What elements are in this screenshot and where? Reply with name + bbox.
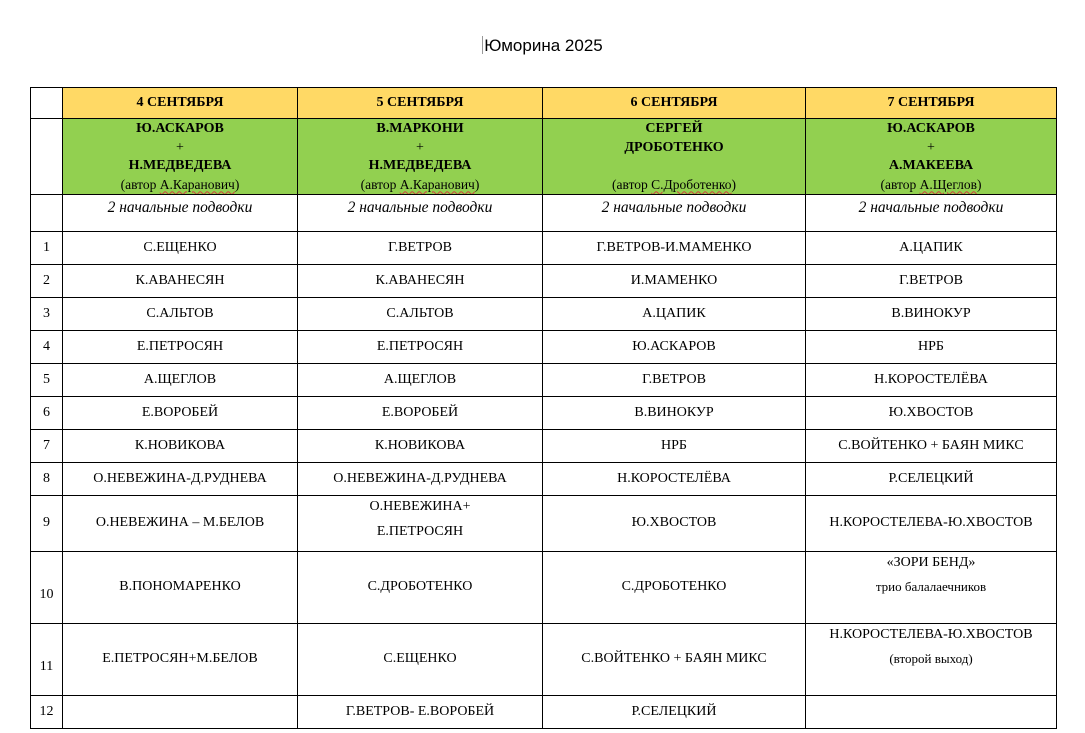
performer-cell: Ю.ХВОСТОВ	[543, 495, 806, 551]
performer-cell: С.ВОЙТЕНКО + БАЯН МИКС	[543, 623, 806, 695]
performer-cell: О.НЕВЕЖИНА-Д.РУДНЕВА	[298, 462, 543, 495]
host-cell	[63, 119, 298, 195]
row-number: 4	[31, 330, 63, 363]
table-row	[31, 264, 1057, 297]
host-author: (автор С.Дроботенко)	[612, 176, 736, 192]
performer-cell: С.ЕЩЕНКО	[298, 623, 543, 695]
row-number: 7	[31, 429, 63, 462]
table-row	[31, 297, 1057, 330]
table-row	[31, 551, 1057, 623]
table-row	[31, 462, 1057, 495]
performer-cell: Г.ВЕТРОВ	[298, 231, 543, 264]
host-name: А.МАКЕЕВА	[888, 158, 974, 173]
performer-cell: Е.ВОРОБЕЙ	[63, 396, 298, 429]
document-title-text: Юморина 2025	[484, 36, 603, 55]
performer-cell: С.ЕЩЕНКО	[63, 231, 298, 264]
host-plus: +	[176, 139, 184, 155]
performer-cell: Е.ВОРОБЕЙ	[298, 396, 543, 429]
host-name: Н.МЕДВЕДЕВА	[368, 158, 472, 173]
day-header: 5 СЕНТЯБРЯ	[298, 88, 543, 119]
performer-cell: О.НЕВЕЖИНА-Д.РУДНЕВА	[63, 462, 298, 495]
hosts-row	[31, 119, 1057, 195]
intro-cell: 2 начальные подводки	[63, 194, 298, 231]
table-row	[31, 396, 1057, 429]
table-row	[31, 429, 1057, 462]
performer-cell	[298, 495, 543, 551]
performer-cell: С.АЛЬТОВ	[298, 297, 543, 330]
performer-cell	[806, 551, 1057, 623]
date-header-row	[31, 88, 1057, 119]
performer-cell: С.ДРОБОТЕНКО	[298, 551, 543, 623]
performer-cell	[806, 695, 1057, 728]
day-header: 7 СЕНТЯБРЯ	[806, 88, 1057, 119]
performer-cell: Р.СЕЛЕЦКИЙ	[806, 462, 1057, 495]
row-number: 2	[31, 264, 63, 297]
performer-cell: НРБ	[543, 429, 806, 462]
performer-cell	[63, 695, 298, 728]
performer-cell: С.ВОЙТЕНКО + БАЯН МИКС	[806, 429, 1057, 462]
day-header: 6 СЕНТЯБРЯ	[543, 88, 806, 119]
row-number: 8	[31, 462, 63, 495]
intro-cell: 2 начальные подводки	[543, 194, 806, 231]
table-row	[31, 330, 1057, 363]
performer-cell: К.НОВИКОВА	[298, 429, 543, 462]
performer-cell: К.НОВИКОВА	[63, 429, 298, 462]
day-header: 4 СЕНТЯБРЯ	[63, 88, 298, 119]
host-name	[543, 157, 805, 176]
host-cell	[543, 119, 806, 195]
performer-note: трио балалаечников	[875, 578, 987, 594]
performer-cell: Н.КОРОСТЕЛЁВА	[543, 462, 806, 495]
performer-cell: С.АЛЬТОВ	[63, 297, 298, 330]
schedule-table	[30, 87, 1057, 729]
performer-cell: Е.ПЕТРОСЯН	[298, 330, 543, 363]
table-row	[31, 231, 1057, 264]
intro-row-number	[31, 194, 63, 231]
hosts-row-number	[31, 119, 63, 195]
row-number: 9	[31, 495, 63, 551]
performer-cell: Г.ВЕТРОВ- Е.ВОРОБЕЙ	[298, 695, 543, 728]
intro-cell: 2 начальные подводки	[298, 194, 543, 231]
host-name: Н.МЕДВЕДЕВА	[128, 158, 232, 173]
performer-cell: О.НЕВЕЖИНА – М.БЕЛОВ	[63, 495, 298, 551]
corner-cell	[31, 88, 63, 119]
row-number: 6	[31, 396, 63, 429]
performer-cell: В.ПОНОМАРЕНКО	[63, 551, 298, 623]
performer-cell: К.АВАНЕСЯН	[298, 264, 543, 297]
performer-cell: А.ЩЕГЛОВ	[298, 363, 543, 396]
host-name: В.МАРКОНИ	[376, 121, 464, 136]
performer-cell: Н.КОРОСТЕЛЁВА	[806, 363, 1057, 396]
performer-cell: Г.ВЕТРОВ	[806, 264, 1057, 297]
host-cell	[806, 119, 1057, 195]
host-plus: +	[416, 139, 424, 155]
host-author: (автор А.Каранович)	[360, 176, 480, 192]
performer-cell: Н.КОРОСТЕЛЕВА-Ю.ХВОСТОВ	[806, 495, 1057, 551]
performer-name-continued: Е.ПЕТРОСЯН	[376, 523, 464, 539]
performer-name: О.НЕВЕЖИНА+	[369, 498, 471, 514]
row-number: 1	[31, 231, 63, 264]
performer-cell: В.ВИНОКУР	[806, 297, 1057, 330]
host-name: Ю.АСКАРОВ	[887, 121, 975, 136]
host-name: СЕРГЕЙ	[645, 121, 703, 136]
host-name: ДРОБОТЕНКО	[624, 139, 724, 155]
performer-cell: Ю.ХВОСТОВ	[806, 396, 1057, 429]
performer-note: (второй выход)	[889, 650, 973, 666]
table-row	[31, 495, 1057, 551]
performer-cell: А.ЦАПИК	[543, 297, 806, 330]
table-row	[31, 363, 1057, 396]
host-name: Ю.АСКАРОВ	[136, 121, 224, 136]
performer-cell: С.ДРОБОТЕНКО	[543, 551, 806, 623]
table-row	[31, 623, 1057, 695]
performer-cell: А.ЦАПИК	[806, 231, 1057, 264]
row-number: 5	[31, 363, 63, 396]
performer-cell	[806, 623, 1057, 695]
performer-cell: Е.ПЕТРОСЯН	[63, 330, 298, 363]
host-plus: +	[927, 139, 935, 155]
host-cell	[298, 119, 543, 195]
table-row	[31, 695, 1057, 728]
performer-cell: И.МАМЕНКО	[543, 264, 806, 297]
intro-cell: 2 начальные подводки	[806, 194, 1057, 231]
row-number: 3	[31, 297, 63, 330]
performer-cell: Г.ВЕТРОВ	[543, 363, 806, 396]
host-author: (автор А.Каранович)	[120, 176, 240, 192]
performer-cell: Е.ПЕТРОСЯН+М.БЕЛОВ	[63, 623, 298, 695]
performer-cell: Р.СЕЛЕЦКИЙ	[543, 695, 806, 728]
row-number: 12	[31, 695, 63, 728]
performer-cell: В.ВИНОКУР	[543, 396, 806, 429]
performer-cell: НРБ	[806, 330, 1057, 363]
row-number: 11	[31, 623, 63, 695]
performer-cell: К.АВАНЕСЯН	[63, 264, 298, 297]
performer-cell: Ю.АСКАРОВ	[543, 330, 806, 363]
performer-cell: Г.ВЕТРОВ-И.МАМЕНКО	[543, 231, 806, 264]
performer-cell: А.ЩЕГЛОВ	[63, 363, 298, 396]
performer-name: «ЗОРИ БЕНД»	[886, 554, 976, 570]
intro-row	[31, 194, 1057, 231]
performer-name: Н.КОРОСТЕЛЕВА-Ю.ХВОСТОВ	[829, 626, 1033, 642]
document-title	[0, 36, 1085, 56]
row-number: 10	[31, 551, 63, 623]
host-author: (автор А.Щеглов)	[880, 176, 982, 192]
